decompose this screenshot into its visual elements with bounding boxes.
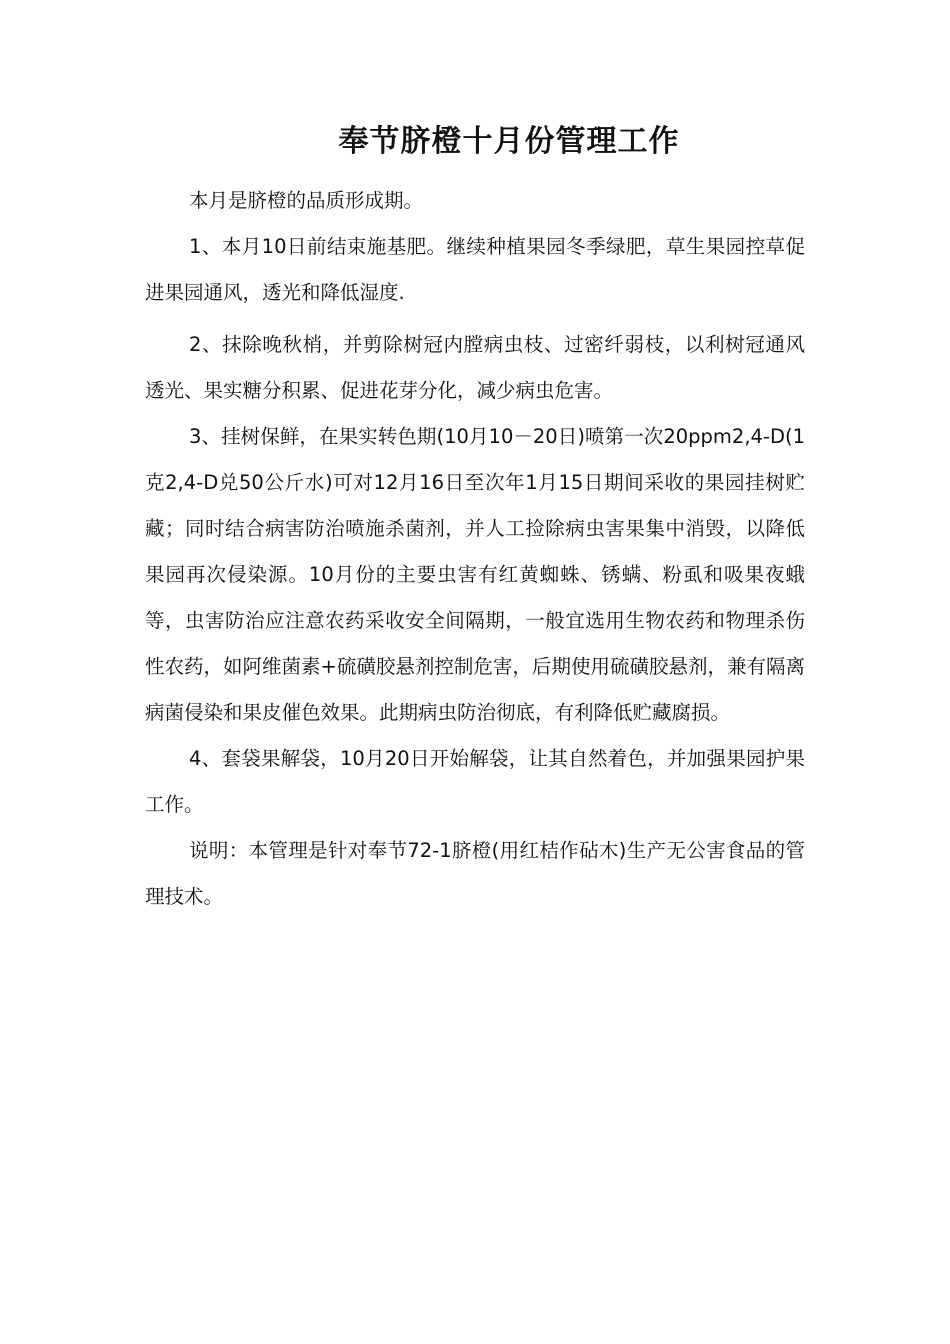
- paragraph-item-4: 4、套袋果解袋，10月20日开始解袋，让其自然着色，并加强果园护果工作。: [145, 747, 805, 816]
- document-title: 奉节脐橙十月份管理工作: [338, 124, 680, 159]
- paragraph-item-2: 2、抹除晚秋梢，并剪除树冠内膛病虫枝、过密纤弱枝，以利树冠通风透光、果实糖分积累、促进花芽分化，减少病虫危害。: [145, 333, 805, 402]
- paragraph-item-1: 1、本月10日前结束施基肥。继续种植果园冬季绿肥，草生果园控草促进果园通风，透光和降低湿度.: [145, 235, 805, 304]
- document-body: [145, 118, 805, 920]
- paragraph-intro: 本月是脐橙的品质形成期。: [189, 189, 424, 212]
- paragraph-item-3: 3、挂树保鲜，在果实转色期(10月10－20日)喷第一次20ppm2,4-D(1克2,4-D兑50公斤水)可对12月16日至次年1月15日期间采收的果园挂树贮藏；同时结合病害防治喷施杀菌剂，并人工捡除病虫害果集中消毁，以降低果园再次侵染源。10月份的主要虫害有红黄蜘蛛、锈螨、粉虱和吸果夜蛾等，虫害防治应注意农药采收安全间隔期，一般宜选用生物农药和物理杀伤性农药，如阿维菌素+硫磺胶悬剂控制危害，后期使用硫磺胶悬剂，兼有隔离病菌侵染和果皮催色效果。此期病虫防治彻底，有利降低贮藏腐损。: [145, 425, 805, 724]
- paragraph-note: 说明：本管理是针对奉节72-1脐橙(用红桔作砧木)生产无公害食品的管理技术。: [145, 839, 805, 908]
